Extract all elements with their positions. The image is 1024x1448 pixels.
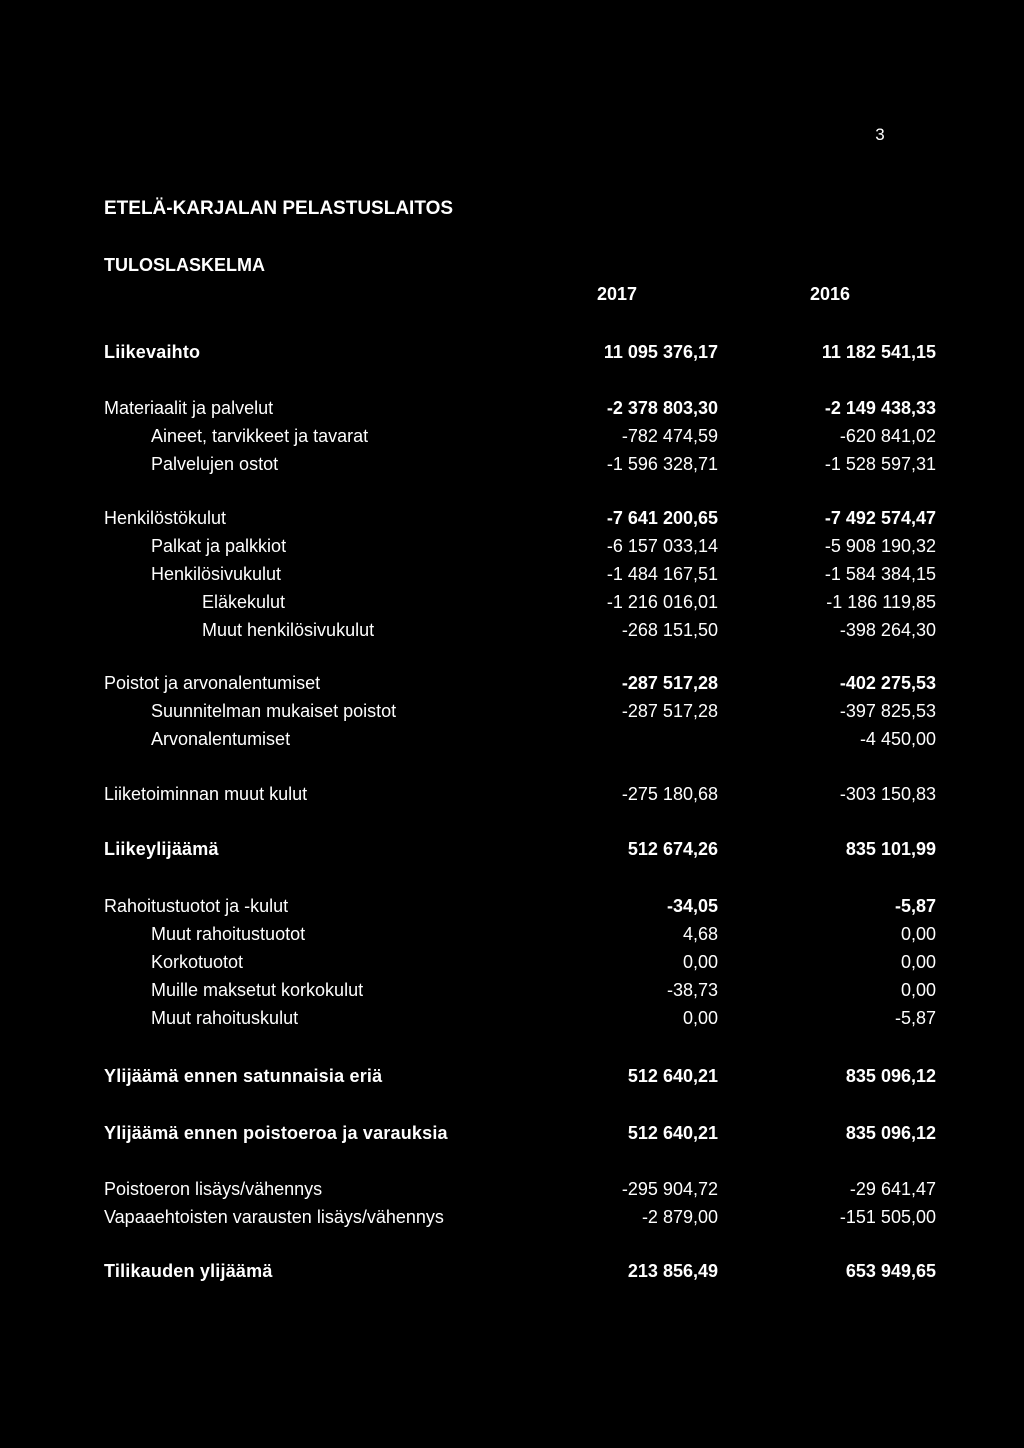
row-label: Aineet, tarvikkeet ja tavarat — [151, 426, 369, 446]
row-aineet-tarvikkeet — [0, 424, 1024, 448]
value-2017: -1 596 328,71 — [606, 454, 718, 474]
value-2017: -287 517,28 — [621, 701, 718, 721]
value-2016: -1 584 384,15 — [824, 564, 936, 584]
value-2017: 512 640,21 — [627, 1066, 718, 1086]
value-2016: 0,00 — [900, 924, 936, 944]
row-label: Korkotuotot — [151, 952, 244, 972]
row-label: Poistot ja arvonalentumiset — [104, 673, 321, 693]
row-palkat-ja-palkkiot — [0, 534, 1024, 558]
value-2017: 11 095 376,17 — [603, 342, 718, 362]
value-2017: 0,00 — [682, 1008, 718, 1028]
row-elakekulut — [0, 590, 1024, 614]
row-label: Vapaaehtoisten varausten lisäys/vähennys — [104, 1207, 444, 1227]
row-label: Eläkekulut — [202, 592, 286, 612]
row-label: Muut henkilösivukulut — [202, 620, 375, 640]
value-2016: 0,00 — [900, 980, 936, 1000]
row-rahoitustuotot-ja-kulut — [0, 894, 1024, 918]
value-2016: 11 182 541,15 — [821, 342, 936, 362]
row-poistoeron-lisays — [0, 1177, 1024, 1201]
row-liikevaihto — [0, 340, 1024, 364]
row-label: Poistoeron lisäys/vähennys — [104, 1179, 323, 1199]
value-2016: 0,00 — [900, 952, 936, 972]
row-label: Ylijäämä ennen poistoeroa ja varauksia — [104, 1123, 448, 1143]
value-2016: -398 264,30 — [839, 620, 936, 640]
row-liiketoiminnan-muut-kulut — [0, 782, 1024, 806]
row-tilikauden-ylijaama — [0, 1259, 1024, 1283]
value-2017: 213 856,49 — [627, 1261, 718, 1281]
value-2017: -2 879,00 — [641, 1207, 718, 1227]
value-2017: -782 474,59 — [621, 426, 718, 446]
row-label: Suunnitelman mukaiset poistot — [151, 701, 397, 721]
row-label: Palvelujen ostot — [151, 454, 279, 474]
value-2016: -1 528 597,31 — [824, 454, 936, 474]
value-2017: 512 640,21 — [627, 1123, 718, 1143]
value-2017: 0,00 — [682, 952, 718, 972]
value-2017: -295 904,72 — [621, 1179, 718, 1199]
value-2017: -1 216 016,01 — [606, 592, 718, 612]
row-henkilostokulut — [0, 506, 1024, 530]
value-2016: -7 492 574,47 — [824, 508, 936, 528]
row-korkotuotot — [0, 950, 1024, 974]
row-palvelujen-ostot — [0, 452, 1024, 476]
row-materiaalit-ja-palvelut — [0, 396, 1024, 420]
row-label: Rahoitustuotot ja -kulut — [104, 896, 289, 916]
row-label: Henkilöstökulut — [104, 508, 227, 528]
value-2016: -402 275,53 — [839, 673, 936, 693]
value-2016: 835 096,12 — [845, 1066, 936, 1086]
report-title: TULOSLASKELMA — [104, 255, 265, 275]
year-header-2016: 2016 — [809, 284, 851, 304]
row-label: Arvonalentumiset — [151, 729, 291, 749]
value-2016: -303 150,83 — [839, 784, 936, 804]
value-2016: 835 101,99 — [845, 839, 936, 859]
organization-title: ETELÄ-KARJALAN PELASTUSLAITOS — [104, 198, 454, 219]
row-label: Henkilösivukulut — [151, 564, 282, 584]
value-2017: -287 517,28 — [621, 673, 718, 693]
row-label: Muut rahoituskulut — [151, 1008, 299, 1028]
row-label: Palkat ja palkkiot — [151, 536, 287, 556]
value-2016: -5,87 — [894, 1008, 936, 1028]
row-poistot-ja-arvonalentumiset — [0, 671, 1024, 695]
row-label: Materiaalit ja palvelut — [104, 398, 274, 418]
row-vapaaehtoisten-varausten-lisays — [0, 1205, 1024, 1229]
value-2016: -5 908 190,32 — [824, 536, 936, 556]
value-2017: -275 180,68 — [621, 784, 718, 804]
row-label: Ylijäämä ennen satunnaisia eriä — [104, 1066, 383, 1086]
row-label: Muut rahoitustuotot — [151, 924, 306, 944]
value-2016: -29 641,47 — [849, 1179, 936, 1199]
value-2016: -2 149 438,33 — [824, 398, 936, 418]
value-2017: -7 641 200,65 — [606, 508, 718, 528]
value-2017: -38,73 — [666, 980, 718, 1000]
row-henkilosivukulut — [0, 562, 1024, 586]
row-muut-henkilosivukulut — [0, 618, 1024, 642]
year-header-2017: 2017 — [596, 284, 638, 304]
row-liikeylijaama — [0, 837, 1024, 861]
value-2016: -151 505,00 — [839, 1207, 936, 1227]
row-muut-rahoituskulut — [0, 1006, 1024, 1030]
row-suunnitelman-mukaiset-poistot — [0, 699, 1024, 723]
value-2017: -1 484 167,51 — [606, 564, 718, 584]
value-2016: -397 825,53 — [839, 701, 936, 721]
page-number: 3 — [875, 125, 885, 144]
value-2017: 512 674,26 — [627, 839, 718, 859]
value-2016: -620 841,02 — [839, 426, 936, 446]
row-label: Liiketoiminnan muut kulut — [104, 784, 308, 804]
value-2016: -5,87 — [894, 896, 936, 916]
value-2016: 835 096,12 — [845, 1123, 936, 1143]
row-arvonalentumiset — [0, 727, 1024, 751]
row-label: Liikevaihto — [104, 342, 201, 362]
row-label: Liikeylijäämä — [104, 839, 219, 859]
value-2016: -1 186 119,85 — [826, 592, 936, 612]
row-muille-maksetut-korkokulut — [0, 978, 1024, 1002]
value-2016: -4 450,00 — [859, 729, 936, 749]
value-2017: -2 378 803,30 — [606, 398, 718, 418]
row-muut-rahoitustuotot — [0, 922, 1024, 946]
row-label: Muille maksetut korkokulut — [151, 980, 364, 1000]
value-2017: 4,68 — [682, 924, 718, 944]
value-2016: 653 949,65 — [845, 1261, 936, 1281]
row-ylijaama-ennen-poistoeroa — [0, 1121, 1024, 1145]
value-2017: -268 151,50 — [621, 620, 718, 640]
value-2017: -6 157 033,14 — [606, 536, 718, 556]
row-ylijaama-ennen-satunnaisia-eria — [0, 1064, 1024, 1088]
row-label: Tilikauden ylijäämä — [104, 1261, 273, 1281]
value-2017: -34,05 — [666, 896, 718, 916]
